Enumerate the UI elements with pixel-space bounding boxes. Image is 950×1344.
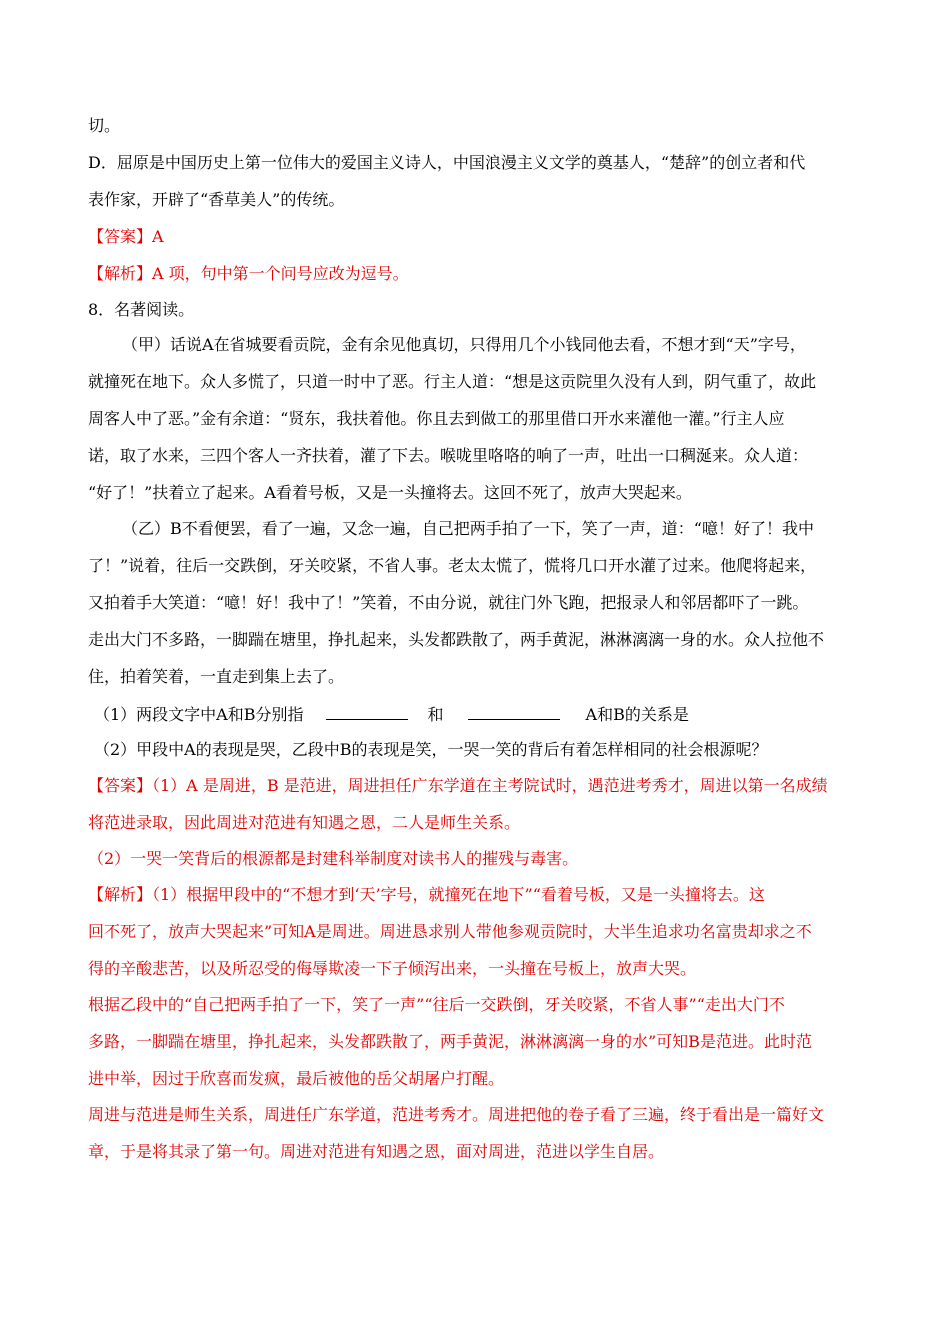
question-8-title: 8．名著阅读。 <box>88 300 195 319</box>
passage-line: 走出大门不多路，一脚踹在塘里，挣扎起来，头发都跌散了，两手黄泥，淋淋漓漓一身的水。众人拉他不 <box>88 630 825 649</box>
explanation-8-line: 根据乙段中的“自己把两手拍了一下，笑了一声”“往后一交跌倒，牙关咬紧，不省人事”“走出大门不 <box>88 995 785 1014</box>
answer-8-cont: 将范进录取，因此周进对范进有知遇之恩，二人是师生关系。 <box>88 813 521 832</box>
passage-line: “好了！”扶着立了起来。A看着号板，又是一头撞将去。这回不死了，放声大哭起来。 <box>88 483 692 502</box>
explanation-8: 【解析】（1）根据甲段中的“不想才到‘天’字号，就撞死在地下”“看着号板，又是一头撞将去。这 <box>88 885 765 904</box>
passage-line: 就撞死在地下。众人多慌了，只道一时中了恶。行主人道：“想是这贡院里久没有人到，阴气重了，故此 <box>88 372 817 391</box>
sub-question-2: （2）甲段中A的表现是哭，乙段中B的表现是笑，一哭一笑的背后有着怎样相同的社会根源呢？ <box>94 740 768 759</box>
passage-line: （乙）B不看便罢，看了一遍，又念一遍，自己把两手拍了一下，笑了一声，道：“噫！好了！我中 <box>122 519 814 538</box>
passage-line: 周客人中了恶。”金有余道：“贤东，我扶着他。你且去到做工的那里借口开水来灌他一灌。”行主人应 <box>88 409 785 428</box>
passage-line: 了！”说着，往后一交跌倒，牙关咬紧，不省人事。老太太慌了，慌将几口开水灌了过来。他爬将起来， <box>88 556 817 575</box>
option-d-line: D．屈原是中国历史上第一位伟大的爱国主义诗人，中国浪漫主义文学的奠基人，“楚辞”的创立者和代 <box>88 153 806 172</box>
explanation-7: 【解析】A 项，句中第一个问号应改为逗号。 <box>88 264 409 283</box>
answer-blank-a[interactable] <box>326 703 408 720</box>
passage-line: 又拍着手大笑道：“噫！好！我中了！”笑着，不由分说，就往门外飞跑，把报录人和邻居都吓了一跳。 <box>88 593 809 612</box>
sub-question-1 <box>94 703 689 725</box>
text-line: 切。 <box>88 116 121 135</box>
passage-line: 诺，取了水来，三四个客人一齐扶着，灌了下去。喉咙里咯咯的响了一声，吐出一口稠涎来。众人道： <box>88 446 809 465</box>
explanation-8-line: 周进与范进是师生关系，周进任广东学道，范进考秀才。周进把他的卷子看了三遍，终于看出是一篇好文 <box>88 1105 825 1124</box>
answer-8: 【答案】（1）A 是周进，B 是范进，周进担任广东学道在主考院试时，遇范进考秀才，周进以第一名成绩 <box>88 776 828 795</box>
answer-8-part-2: （2）一哭一笑背后的根源都是封建科举制度对读书人的摧残与毒害。 <box>88 849 579 868</box>
explanation-8-line: 得的辛酸悲苦，以及所忍受的侮辱欺凌一下子倾泻出来，一头撞在号板上，放声大哭。 <box>88 959 697 978</box>
explanation-8-line: 章，于是将其录了第一句。周进对范进有知遇之恩，面对周进，范进以学生自居。 <box>88 1142 665 1161</box>
passage-line: 住，拍着笑着，一直走到集上去了。 <box>88 667 345 686</box>
sub-question-1-relation: A和B的关系是 <box>585 705 689 724</box>
sub-question-1-and: 和 <box>427 705 444 724</box>
answer-blank-b[interactable] <box>468 703 560 720</box>
option-d-line-cont: 表作家，开辟了“香草美人”的传统。 <box>88 190 345 209</box>
sub-question-1-text: （1）两段文字中A和B分别指 <box>94 705 304 724</box>
explanation-8-line: 进中举，因过于欣喜而发疯，最后被他的岳父胡屠户打醒。 <box>88 1069 505 1088</box>
answer-7: 【答案】A <box>88 227 164 246</box>
passage-line: （甲）话说A在省城要看贡院，金有余见他真切，只得用几个小钱同他去看，不想才到“天”字号， <box>122 335 806 354</box>
explanation-8-line: 多路，一脚踹在塘里，挣扎起来，头发都跌散了，两手黄泥，淋淋漓漓一身的水”可知B是范进。此时范 <box>88 1032 812 1051</box>
explanation-8-line: 回不死了，放声大哭起来”可知A是周进。周进恳求别人带他参观贡院时，大半生追求功名富贵却求之不 <box>88 922 812 941</box>
